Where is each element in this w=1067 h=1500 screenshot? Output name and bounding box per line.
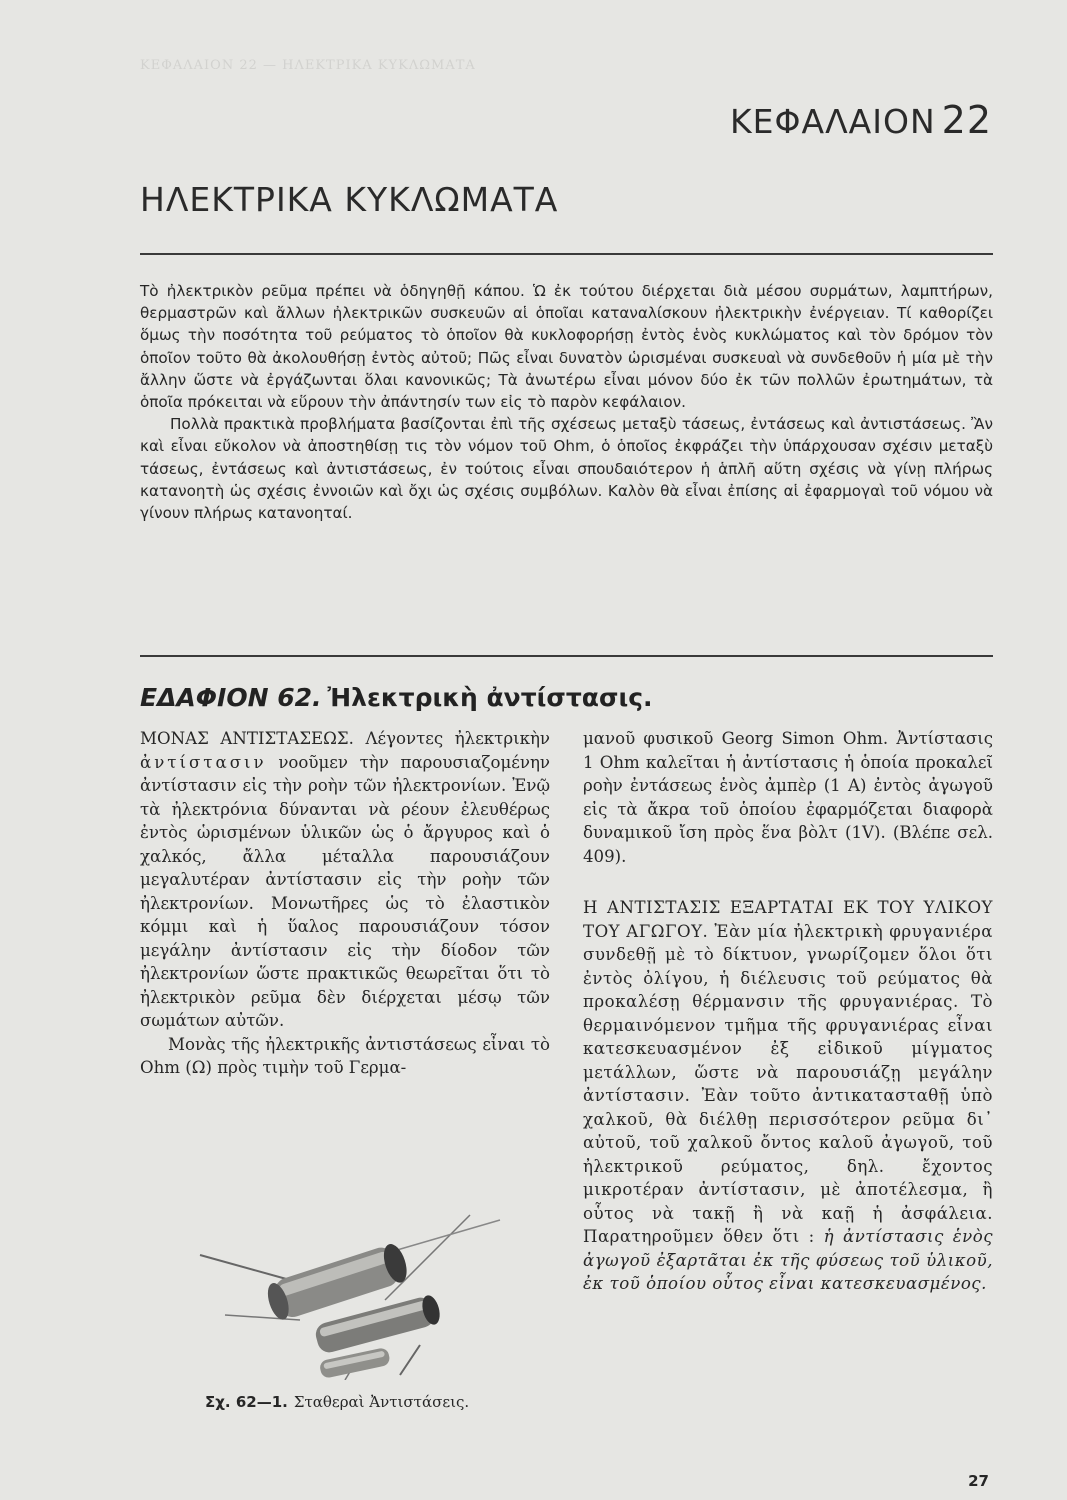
page-number: 27 — [968, 1472, 989, 1490]
title-rule — [140, 253, 993, 255]
left-text-b: νοοῦμεν τὴν παρουσιαζομένην ἀντίστασιν εἰς τὴν ροὴν τῶν ἠλεκτρονίων. Ἐνῷ τὰ ἠλεκτρόνια δύνανται νὰ ρέουν ἐλευθέρως ἐντὸς ὡρισμένων ὑλικῶν ὡς ὁ ἄργυρος καὶ ὁ χαλκός, ἄλλα μέταλλα παρουσιάζουν μεγαλυτέραν ἀντίστασιν εἰς τὴν ροὴν τῶν ἠλεκτρονίων. Μονωτῆρες ὡς τὸ ἐλαστικὸν κόμμι καὶ ἡ ὕαλος παρουσιάζουν τόσον μεγάλην ἀντίστασιν εἰς τὴν δίοδον τῶν ἠλεκτρονίων ὥστε πρακτικῶς θεωρεῖται ὅτι τὸ ἠλεκτρικὸν ρεῦμα δὲν διέρχεται μέσῳ τῶν σωμάτων αὐτῶν. — [140, 752, 550, 1030]
figure-number: Σχ. 62—1. — [205, 1393, 288, 1411]
chapter-label — [730, 98, 992, 142]
section-subtitle: Ἠλεκτρικὴ ἀντίστασις. — [327, 683, 653, 712]
right-text: Ἐὰν μία ἠλεκτρικὴ φρυγανιέρα συνδεθῇ μὲ τὸ δίκτυον, γνωρίζομεν ὅλοι ὅτι ἐντὸς ὀλίγου, ἡ διέλευσις τοῦ ρεύματος θὰ προκαλέσῃ θέρμανσιν τῆς φρυγανιέρας. Τὸ θερμαινόμενον τμῆμα τῆς φρυγανιέρας εἶναι κατεσκευασμένον ἐξ εἰδικοῦ μίγματος μετάλλων, ὥστε νὰ παρουσιάζῃ μεγάλην ἀντίστασιν. Ἐὰν τοῦτο ἀντικατασταθῇ ὑπὸ χαλκοῦ, θὰ διέλθῃ περισσότερον ρεῦμα δι᾽ αὐτοῦ, τοῦ χαλκοῦ ὄντος καλοῦ ἀγωγοῦ, τοῦ ἠλεκτρικοῦ ρεύματος, δηλ. ἔχοντος μικροτέραν ἀντίστασιν, μὲ ἀποτέλεσμα, ἢ οὗτος νὰ τακῇ ἢ νὰ καῇ ἡ ἀσφάλεια. Παρατηροῦμεν ὅθεν ὅτι : — [583, 921, 993, 1246]
right-column — [583, 727, 993, 1296]
section-rule — [140, 655, 993, 657]
intro-paragraph-2: Πολλὰ πρακτικὰ προβλήματα βασίζονται ἐπὶ τῆς σχέσεως μεταξὺ τάσεως, ἐντάσεως καὶ ἀντιστάσεως. Ἂν καὶ εἶναι εὔκολον νὰ ἀποστηθίσῃ τις τὸν νόμον τοῦ Ohm, ὁ ὁποῖος ἐκφράζει τὴν ὑπάρχουσαν σχέσιν μεταξὺ τάσεως, ἐντάσεως καὶ ἀντιστάσεως, ἐν τούτοις εἶναι σπουδαιότερον ἡ ἁπλῆ αὕτη σχέσις νὰ γίνῃ πλήρως κατανοητὴ ὡς σχέσις ἐννοιῶν καὶ ὄχι ὡς σχέσις συμβόλων. Καλὸν θὰ εἶναι ἐπίσης αἱ ἐφαρμογαὶ τοῦ νόμου νὰ γίνουν πλήρως κατανοηταί. — [140, 415, 993, 523]
left-lead-heading: ΜΟΝΑΣ ΑΝΤΙΣΤΑΣΕΩΣ. — [140, 729, 354, 748]
figure-caption — [205, 1393, 469, 1411]
right-paragraph-2 — [583, 896, 993, 1296]
intro-paragraph-1: Τὸ ἠλεκτρικὸν ρεῦμα πρέπει νὰ ὁδηγηθῇ κάπου. Ὡ ἐκ τούτου διέρχεται διὰ μέσου συρμάτων, λαμπτήρων, θερμαστρῶν καὶ ἄλλων ἠλεκτρικῶν συσκευῶν αἱ ὁποῖαι καταναλίσκουν ἠλεκτρικὴν ἐνέργειαν. Τί καθορίζει ὅμως τὴν ποσότητα τοῦ ρεύματος τὸ ὁποῖον θὰ κυκλοφορήσῃ ἐντὸς ἑνὸς κυκλώματος καὶ τὸν δρόμον τὸν ὁποῖον τοῦτο θὰ ἀκολουθήσῃ ἐντὸς αὐτοῦ; Πῶς εἶναι δυνατὸν ὡρισμέναι συσκευαὶ νὰ συνδεθοῦν ἡ μία μὲ τὴν ἄλλην ὥστε νὰ ἐργάζωνται ὅλαι κανονικῶς; Τὰ ἀνωτέρω εἶναι μόνον δύο ἐκ τῶν πολλῶν ἐρωτημάτων, τὰ ὁποῖα πρόκειται νὰ εὕρουν τὴν ἀπάντησίν των εἰς τὸ παρὸν κεφάλαιον. — [140, 282, 993, 412]
right-italic-conclusion: ἡ ἀντίστασις ἑνὸς ἀγωγοῦ ἐξαρτᾶται ἐκ τῆς φύσεως τοῦ ὑλικοῦ, ἐκ τοῦ ὁποίου οὗτος εἶναι κατεσκευασμένος. — [583, 1227, 993, 1293]
left-column — [140, 727, 550, 1080]
left-paragraph-2: Μονὰς τῆς ἠλεκτρικῆς ἀντιστάσεως εἶναι τὸ Ohm (Ω) πρὸς τιμὴν τοῦ Γερμα- — [140, 1034, 550, 1077]
section-label: ΕΔΑΦΙΟΝ 62. — [140, 683, 322, 712]
section-heading — [140, 683, 653, 712]
right-paragraph-1: μανοῦ φυσικοῦ Georg Simon Ohm. Ἀντίστασις 1 Ohm καλεῖται ἡ ἀντίστασις ἡ ὁποία προκαλεῖ ροὴν ἐντάσεως ἑνὸς ἀμπὲρ (1 A) ἐντὸς ἀγωγοῦ εἰς τὰ ἄκρα τοῦ ὁποίου ἐφαρμόζεται διαφορὰ δυναμικοῦ ἴση πρὸς ἕνα βὸλτ (1V). (Βλέπε σελ. 409). — [583, 729, 993, 866]
left-text-a: Λέγοντες ἠλεκτρικὴν — [353, 729, 551, 748]
chapter-intro — [140, 280, 993, 524]
left-paragraph-1 — [140, 727, 550, 1033]
chapter-title: ΗΛΕΚΤΡΙΚΑ ΚΥΚΛΩΜΑΤΑ — [140, 180, 559, 219]
figure-caption-text: Σταθεραὶ Ἀντιστάσεις. — [293, 1393, 470, 1411]
resistors-photo — [170, 1160, 520, 1380]
right-subheading: Η ΑΝΤΙΣΤΑΣΙΣ ΕΞΑΡΤΑΤΑΙ ΕΚ ΤΟΥ ΥΛΙΚΟΥ ΤΟΥ ΑΓΩΓΟΥ. — [583, 898, 993, 941]
chapter-number: 22 — [941, 98, 992, 142]
chapter-word: ΚΕΦΑΛΑΙΟΝ — [730, 102, 936, 141]
left-spaced-term: ἀντίστασιν — [140, 752, 267, 772]
show-through-header: ΚΕΦΑΛΑΙΟΝ 22 — ΗΛΕΚΤΡΙΚΑ ΚΥΚΛΩΜΑΤΑ — [140, 58, 476, 73]
